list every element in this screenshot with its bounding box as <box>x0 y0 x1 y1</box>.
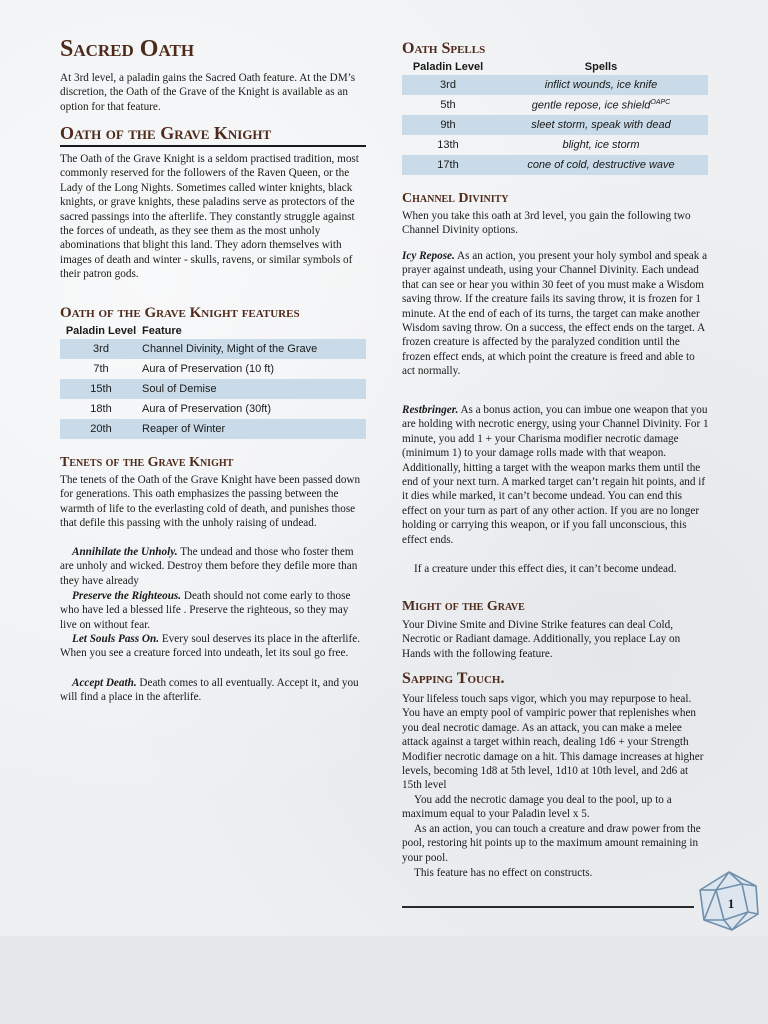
spells-table <box>402 59 708 175</box>
level-cell: 18th <box>90 403 112 415</box>
restbringer-text-2: If a creature under this effect dies, it can’t become undead. <box>414 563 677 575</box>
spells-text: cone of cold, destructive wave <box>527 159 675 171</box>
sapping-p2: You add the necrotic damage you deal to the pool, up to a maximum equal to your Paladin level x 5. <box>402 794 672 821</box>
table-row <box>60 419 366 439</box>
spells-table-header <box>402 59 708 75</box>
table-row <box>60 399 366 419</box>
sapping-p3: As an action, you can touch a creature and draw power from the pool, restoring hit points up to the maximum amount remaining in your pool. <box>402 823 701 864</box>
spells-cell <box>494 75 708 95</box>
table-row <box>402 75 708 95</box>
level-cell: 20th <box>60 419 142 439</box>
tenet-accept <box>60 676 366 705</box>
restbringer-text <box>402 403 710 547</box>
oath-spells-heading: Oath Spells <box>402 40 486 57</box>
ability-name: Icy Repose. <box>402 250 455 262</box>
tenet-name: Accept Death. <box>72 677 137 689</box>
tenet-text: Every soul deserves its place in the afterlife. When you see a creature forced into undeath, let its soul go free. <box>60 633 361 660</box>
tenet-name: Annihilate the Unholy. <box>72 546 178 558</box>
spells-col-spells: Spells <box>584 61 618 73</box>
sacred-oath-text: At 3rd level, a paladin gains the Sacred Oath feature. At the DM’s discretion, the Oath of the Grave of the Knight is available as an option for that feature. <box>60 72 356 113</box>
tenets-intro: The tenets of the Oath of the Grave Knight have been passed down for generations. This oath emphasizes the passing between the warmth of life to the everlasting cold of death, and punishes those that defile this passing with the unholy raising of undead. <box>60 474 361 530</box>
heading-underline <box>60 145 366 147</box>
ability-text: As a bonus action, you can imbue one weapon that you are holding with necrotic energy, using your Channel Divinity. For 1 minute, you add 1 + your Charisma modifier necrotic damage (minimum 1) to your damage rolls made with that weapon. Additionally, hitting a target with the weapon marks them until the end of your next turn. A marked target can’t regain hit points, and if it dies while marked, it can’t become undead. You can end this effect on your turn as part of any other action. If you are no longer holding or carrying this weapon, or if you fall unconscious, this effect ends. <box>402 404 709 546</box>
level-cell: 3rd <box>402 75 494 95</box>
table-row <box>60 339 366 359</box>
tenet-text: Death should not come early to those who have led a blessed life . Preserve the righteous, so they may live on without fear. <box>60 590 351 631</box>
feature-cell: Reaper of Winter <box>142 419 366 439</box>
sapping-p4: This feature has no effect on constructs. <box>414 867 593 879</box>
tenet-text: The undead and those who foster them are unholy and wicked. Destroy them before they defile more than they have already <box>60 546 358 587</box>
tenet-name: Preserve the Righteous. <box>72 590 182 602</box>
sacred-oath-heading: Sacred Oath <box>60 36 195 62</box>
feature-cell: Channel Divinity, Might of the Grave <box>142 339 366 359</box>
sapping-heading: Sapping Touch. <box>402 670 505 687</box>
spells-cell <box>494 155 708 175</box>
level-cell: 17th <box>402 155 494 175</box>
icy-repose-text <box>402 249 710 379</box>
level-cell: 15th <box>60 379 142 399</box>
level-cell: 3rd <box>60 339 142 359</box>
level-cell: 13th <box>437 139 459 151</box>
oath-description: The Oath of the Grave Knight is a seldom practised tradition, most commonly reserved for the followers of the Raven Queen, or the Lady of the Long Nights. Sometimes called winter knights, black knights, or grave knights, these paladins serve as protectors of the sacred passings into the afterlife. They constantly struggle against the forces of undeath, as they see them as the most unholy abominations that blight this land. They adorn themselves with images of death and winter - skulls, ravens, or similar symbols of their patron gods. <box>60 153 359 281</box>
spells-col-level: Paladin Level <box>412 61 484 73</box>
spells-cell <box>494 115 708 135</box>
level-cell: 7th <box>93 363 109 375</box>
table-row <box>60 359 366 379</box>
footer-rule <box>402 906 694 908</box>
d20-page-number-icon <box>696 868 762 934</box>
ability-text: As an action, you present your holy symbol and speak a prayer against undeath, using your Channel Divinity. Each undead that can see or hear you within 30 feet of you must make a Wisdom saving throw. If the creature fails its saving throw, it is frozen for 1 minute. At the end of each of its turns, the target can make another Wisdom saving throw. On a success, the effect ends on the target. A frozen creature is affected by the paralyzed condition until the frozen effect ends, at which point the creature is freed and able to act normally. <box>402 250 708 378</box>
tenet-text: Death comes to all eventually. Accept it, and you will find a place in the afterlife. <box>60 677 359 704</box>
sapping-p1: Your lifeless touch saps vigor, which you may repurpose to heal. You have an empty pool of vampiric power that replenishes when you deal necrotic damage. As an attack, you can make a melee attack against a target within reach, dealing 1d6 + your Strength Modifier necrotic damage on a hit. This damage increases at higher levels, becoming 1d8 at 5th level, 1d10 at 10th level, and 2d6 at 15th level <box>402 693 704 792</box>
level-cell: 5th <box>440 99 456 111</box>
channel-divinity-intro: When you take this oath at 3rd level, you gain the following two Channel Divinity options. <box>402 210 691 237</box>
feature-cell: Soul of Demise <box>142 379 366 399</box>
page-number: 1 <box>727 896 735 911</box>
spell-source-superscript: OAPC <box>650 98 671 106</box>
table-row <box>402 155 708 175</box>
table-row <box>402 95 708 115</box>
spells-cell <box>494 135 708 155</box>
spells-text: inflict wounds, ice knife <box>544 79 658 91</box>
spells-text: gentle repose, ice shield <box>531 99 651 112</box>
level-cell: 9th <box>402 115 494 135</box>
below-page-area <box>0 936 768 1024</box>
table-row <box>402 135 708 155</box>
oath-heading: Oath of the Grave Knight <box>60 123 272 143</box>
tenet-souls <box>60 632 366 661</box>
tenet-annihilate <box>60 545 366 588</box>
features-table-header <box>60 323 366 339</box>
features-col-feature: Feature <box>142 325 182 337</box>
spells-text: blight, ice storm <box>562 139 640 151</box>
might-text: Your Divine Smite and Divine Strike features can deal Cold, Necrotic or Radiant damage. Additionally, you replace Lay on Hands with the following feature. <box>402 619 681 660</box>
features-table <box>60 323 366 439</box>
channel-divinity-heading: Channel Divinity <box>402 191 509 206</box>
table-row <box>60 379 366 399</box>
features-heading: Oath of the Grave Knight features <box>60 305 300 321</box>
features-col-level: Paladin Level <box>65 325 137 337</box>
spells-text: sleet storm, speak with dead <box>531 119 671 131</box>
table-row <box>402 115 708 135</box>
might-heading: Might of the Grave <box>402 599 525 614</box>
feature-cell: Aura of Preservation (30ft) <box>142 403 272 415</box>
spells-cell <box>494 95 708 115</box>
feature-cell: Aura of Preservation (10 ft) <box>142 363 275 375</box>
ability-name: Restbringer. <box>402 404 459 416</box>
tenets-heading: Tenets of the Grave Knight <box>60 455 234 470</box>
tenet-name: Let Souls Pass On. <box>72 633 160 645</box>
tenet-preserve <box>60 589 366 632</box>
